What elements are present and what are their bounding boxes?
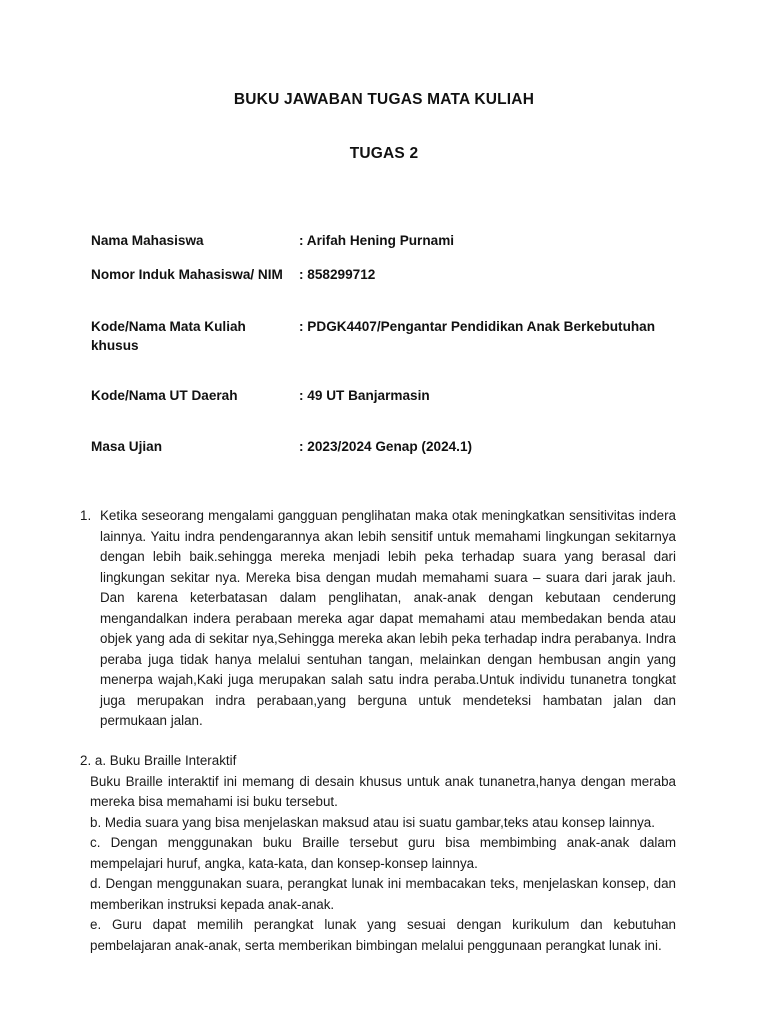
info-label: Nomor Induk Mahasiswa/ NIM: [91, 267, 283, 282]
answer-2-paragraph: d. Dengan menggunakan suara, perangkat lunak ini membacakan teks, menjelaskan konsep, dan memberikan instruksi kepada anak-anak.: [90, 876, 676, 912]
info-label: Kode/Nama Mata Kuliah khusus: [91, 319, 246, 353]
answer-1: [80, 506, 676, 732]
answer-1-text: Ketika seseorang mengalami gangguan penglihatan maka otak meningkatkan sensitivitas indera lainnya. Yaitu indra pendengarannya akan lebih sensitif untuk memahami lingkungan sekitarnya dengan lebih baik.sehingga mereka menjadi lebih peka terhadap suara yang berasal dari lingkungan sekitar nya. Mereka bisa dengan mudah memahami suara – suara dari jarak jauh. Dan karena keterbatasan dalam penglihatan, anak-anak dengan kebutaan cenderung mengandalkan indera perabaan mereka agar dapat memahami atau membedakan benda atau objek yang ada di sekitar nya,Sehingga mereka akan lebih peka terhadap indra perabanya. Indra peraba juga tidak hanya melalui sentuhan tangan, melainkan dengan hembusan angin yang menerpa wajah,Kaki juga merupakan salah satu indra peraba.Untuk individu tunanetra tongkat juga merupakan indra perabaan,yang berguna untuk mendeteksi hambatan jalan dan permukaan jalan.: [100, 508, 676, 728]
info-value: : 49 UT Banjarmasin: [299, 388, 430, 403]
answer-2-paragraph: e. Guru dapat memilih perangkat lunak yang sesuai dengan kurikulum dan kebutuhan pembelajaran anak-anak, serta memberikan bimbingan melalui penggunaan perangkat lunak ini.: [90, 917, 676, 953]
info-label: Kode/Nama UT Daerah: [91, 388, 238, 403]
answer-2: [80, 751, 676, 956]
info-value: : PDGK4407/Pengantar Pendidikan Anak Berkebutuhan: [299, 319, 656, 334]
info-label: Nama Mahasiswa: [91, 233, 204, 248]
info-value: : Arifah Hening Purnami: [299, 233, 455, 248]
info-value: : 2023/2024 Genap (2024.1): [299, 439, 473, 454]
document-title: BUKU JAWABAN TUGAS MATA KULIAH: [233, 91, 535, 108]
answer-2-paragraph: b. Media suara yang bisa menjelaskan maksud atau isi suatu gambar,teks atau konsep lainnya.: [90, 814, 655, 830]
answer-2-paragraph: c. Dengan menggunakan buku Braille tersebut guru bisa membimbing anak-anak dalam mempelajari huruf, angka, kata-kata, dan konsep-konsep lainnya.: [90, 835, 676, 871]
answer-2-body: [90, 772, 676, 957]
answer-1-number: 1.: [80, 508, 92, 523]
info-value: : 858299712: [299, 267, 376, 282]
info-label: Masa Ujian: [91, 439, 163, 454]
document-subtitle: TUGAS 2: [349, 145, 419, 162]
answer-2-heading: 2. a. Buku Braille Interaktif: [80, 753, 237, 768]
answer-2-paragraph: Buku Braille interaktif ini memang di desain khusus untuk anak tunanetra,hanya dengan meraba mereka bisa memahami isi buku tersebut.: [90, 773, 676, 809]
